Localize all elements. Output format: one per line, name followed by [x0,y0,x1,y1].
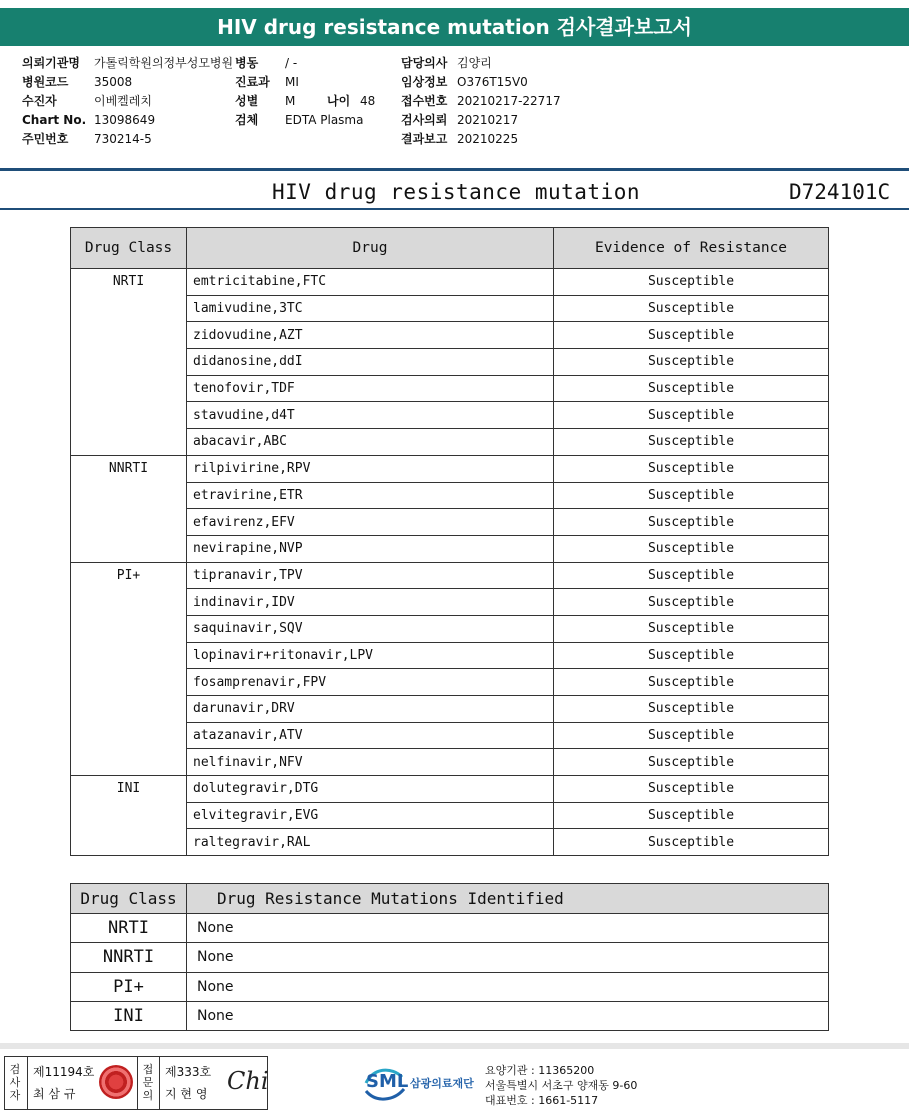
evidence-cell: Susceptible [554,402,829,429]
drug-cell: darunavir,DRV [187,696,554,723]
drug-cell: zidovudine,AZT [187,322,554,349]
value-attending-doctor: 김양리 [457,56,492,70]
divider-top [0,168,909,171]
value-sex: M [285,94,296,108]
patient-info-right [401,54,561,149]
mutation-table [70,883,829,1031]
drug-cell: dolutegravir,DTG [187,776,554,803]
label-clinical-info: 임상정보 [401,75,448,89]
evidence-cell: Susceptible [554,562,829,589]
value-patient: 이베켈레치 [94,94,152,108]
header-evidence: Evidence of Resistance [554,228,829,269]
drug-cell: didanosine,ddI [187,349,554,376]
drug-cell: etravirine,ETR [187,482,554,509]
org-phone: 대표번호 : 1661-5117 [485,1094,599,1107]
drug-cell: raltegravir,RAL [187,829,554,856]
resistance-row [71,562,829,589]
value-age: 48 [360,94,376,108]
examiner-label: 검사자 [9,1063,21,1102]
label-hospital-code: 병원코드 [22,75,69,89]
header-drug: Drug [187,228,554,269]
sml-logo [364,1063,484,1107]
report-code: D724101C [789,180,891,204]
mutation-value-cell: None [187,914,829,943]
mutation-class-cell: INI [71,1001,187,1030]
header-mut-drug-class: Drug Class [71,884,187,914]
label-chart-no: Chart No. [22,113,87,127]
mutation-value-cell: None [187,943,829,972]
sml-brand: SML [366,1071,409,1092]
value-receipt-no: 20210217-22717 [457,94,561,108]
mutation-row [71,972,829,1001]
mutation-value-cell: None [187,972,829,1001]
footer-divider [0,1043,909,1049]
resistance-table [70,227,829,856]
report-header-title: HIV drug resistance mutation 검사결과보고서 [0,8,909,46]
value-specimen: EDTA Plasma [285,113,364,127]
evidence-cell: Susceptible [554,802,829,829]
signature-icon: Chi [227,1067,269,1095]
mutation-class-cell: NNRTI [71,943,187,972]
drug-cell: tipranavir,TPV [187,562,554,589]
mutation-row [71,1001,829,1030]
drug-cell: tenofovir,TDF [187,375,554,402]
drug-class-cell: PI+ [71,562,187,776]
drug-cell: nevirapine,NVP [187,535,554,562]
evidence-cell: Susceptible [554,295,829,322]
mutation-class-cell: PI+ [71,972,187,1001]
evidence-cell: Susceptible [554,455,829,482]
value-chart-no: 13098649 [94,113,156,127]
evidence-cell: Susceptible [554,349,829,376]
label-department: 진료과 [235,75,270,89]
resistance-table-header [71,228,829,269]
evidence-cell: Susceptible [554,509,829,536]
drug-cell: lamivudine,3TC [187,295,554,322]
examiner-name: 최 삼 규 [33,1087,76,1101]
drug-class-cell: INI [71,776,187,856]
mutation-row [71,943,829,972]
label-referring-hospital: 의뢰기관명 [22,56,80,70]
value-ward: / - [285,56,298,70]
drug-cell: abacavir,ABC [187,429,554,456]
drug-cell: stavudine,d4T [187,402,554,429]
label-test-request: 검사의뢰 [401,113,448,127]
org-details [485,1063,637,1108]
evidence-cell: Susceptible [554,776,829,803]
patient-info-left [22,54,233,149]
label-receipt-no: 접수번호 [401,94,448,108]
org-name: 삼광의료재단 [410,1077,474,1090]
mutation-row [71,914,829,943]
label-age: 나이 [327,94,351,108]
evidence-cell: Susceptible [554,696,829,723]
evidence-cell: Susceptible [554,535,829,562]
label-ward: 병동 [235,56,259,70]
examiner-license: 제11194호 [33,1065,95,1079]
header-drug-class: Drug Class [71,228,187,269]
evidence-cell: Susceptible [554,429,829,456]
drug-cell: lopinavir+ritonavir,LPV [187,642,554,669]
drug-class-cell: NRTI [71,269,187,456]
patient-info-middle [235,54,375,130]
header-mutations: Drug Resistance Mutations Identified [187,884,829,914]
evidence-cell: Susceptible [554,322,829,349]
receiver-label: 접문의 [142,1063,154,1102]
drug-cell: atazanavir,ATV [187,722,554,749]
label-sex: 성별 [235,94,259,108]
drug-cell: efavirenz,EFV [187,509,554,536]
drug-class-cell: NNRTI [71,455,187,562]
receiver-name: 지 현 영 [165,1087,208,1101]
org-provider-no: 요양기관 : 11365200 [485,1064,595,1077]
report-title: HIV drug resistance mutation [272,180,641,204]
mutation-class-cell: NRTI [71,914,187,943]
evidence-cell: Susceptible [554,269,829,296]
evidence-cell: Susceptible [554,669,829,696]
drug-cell: emtricitabine,FTC [187,269,554,296]
evidence-cell: Susceptible [554,589,829,616]
evidence-cell: Susceptible [554,615,829,642]
mutation-table-header [71,884,829,914]
drug-cell: indinavir,IDV [187,589,554,616]
value-result-report: 20210225 [457,132,519,146]
resistance-row [71,776,829,803]
evidence-cell: Susceptible [554,375,829,402]
evidence-cell: Susceptible [554,749,829,776]
value-test-request: 20210217 [457,113,519,127]
resistance-row [71,269,829,296]
mutation-value-cell: None [187,1001,829,1030]
evidence-cell: Susceptible [554,482,829,509]
signature-box [4,1056,268,1110]
value-department: MI [285,75,299,89]
label-patient: 수진자 [22,94,57,108]
value-hospital-code: 35008 [94,75,133,89]
drug-cell: nelfinavir,NFV [187,749,554,776]
drug-cell: saquinavir,SQV [187,615,554,642]
drug-cell: fosamprenavir,FPV [187,669,554,696]
org-address: 서울특별시 서초구 양재동 9-60 [485,1079,638,1092]
divider-bottom [0,208,909,210]
evidence-cell: Susceptible [554,642,829,669]
evidence-cell: Susceptible [554,829,829,856]
receiver-license: 제333호 [165,1065,212,1079]
value-resident-no: 730214-5 [94,132,152,146]
label-resident-no: 주민번호 [22,132,69,146]
seal-icon [99,1065,133,1099]
evidence-cell: Susceptible [554,722,829,749]
resistance-row [71,455,829,482]
value-clinical-info: O376T15V0 [457,75,528,89]
label-attending-doctor: 담당의사 [401,56,448,70]
value-referring-hospital: 가톨릭학원의정부성모병원 [94,56,234,70]
drug-cell: rilpivirine,RPV [187,455,554,482]
label-result-report: 결과보고 [401,132,448,146]
label-specimen: 검체 [235,113,259,127]
drug-cell: elvitegravir,EVG [187,802,554,829]
